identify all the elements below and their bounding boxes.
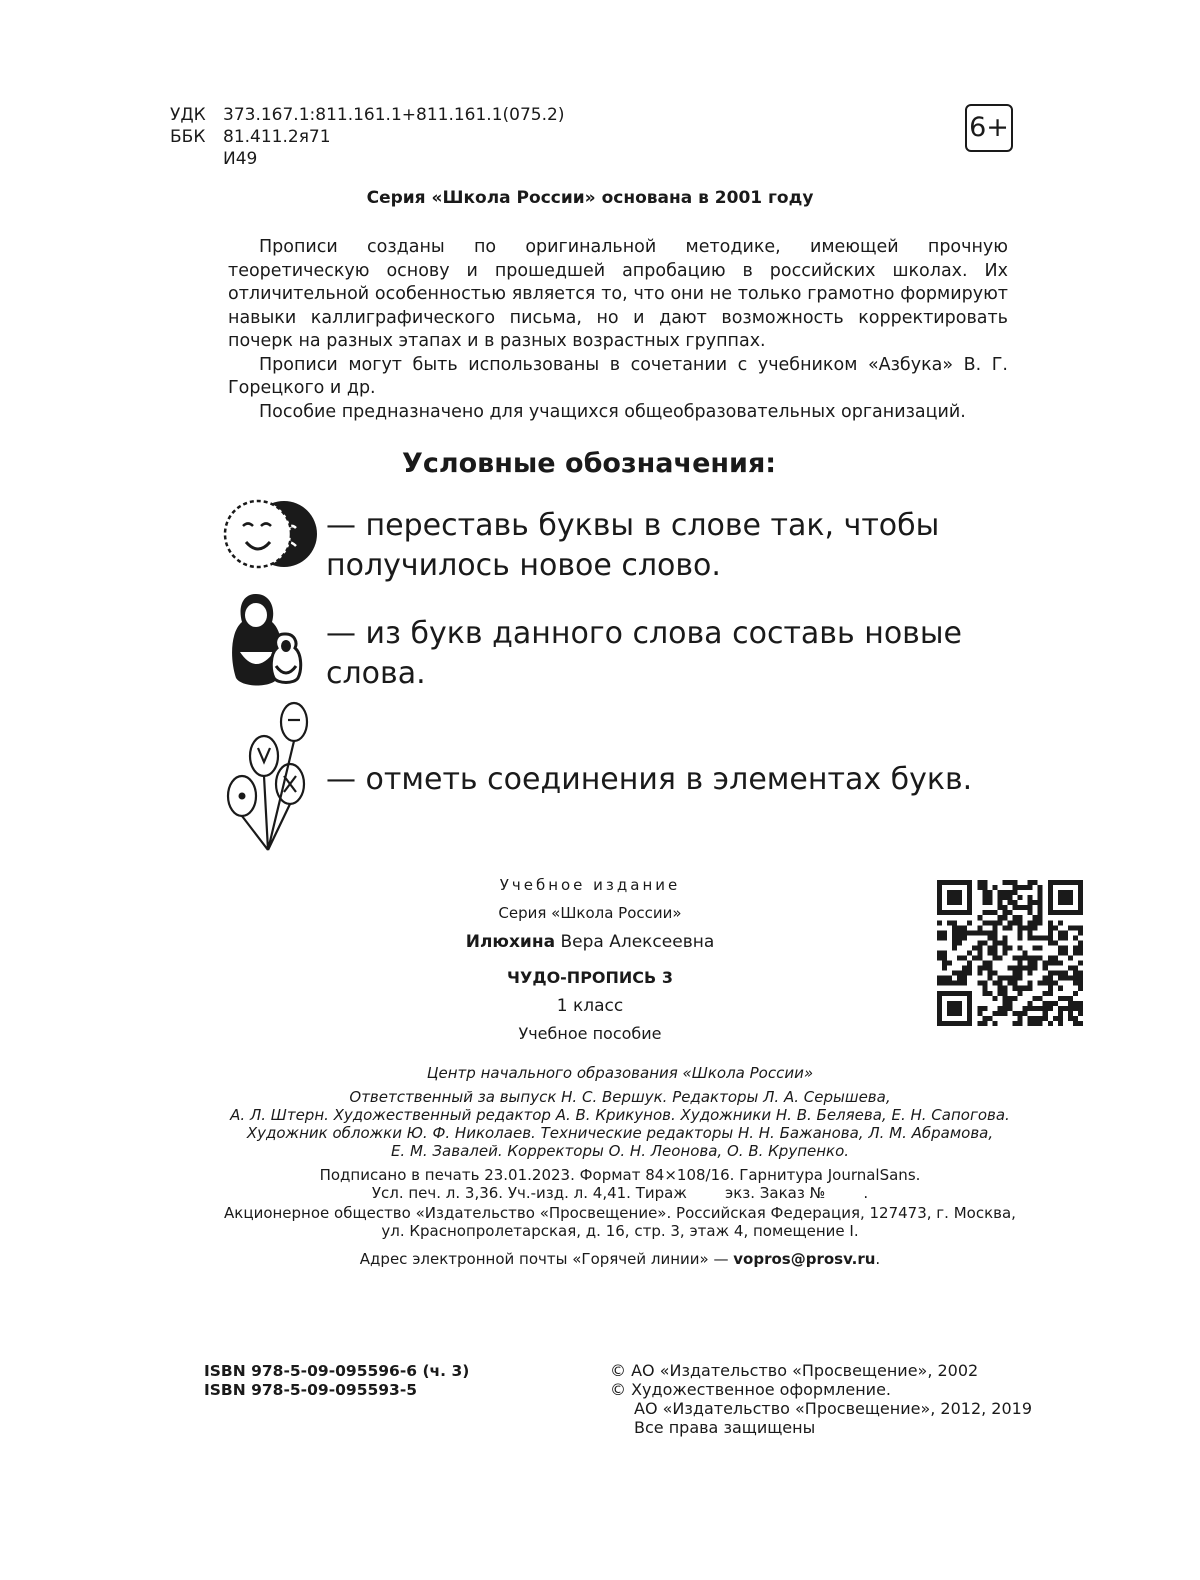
hotline-email-link[interactable]: vopros@prosv.ru bbox=[733, 1250, 876, 1268]
print-info bbox=[0, 1166, 1200, 1202]
copyright-line: Все права защищены bbox=[634, 1418, 816, 1437]
qr-code bbox=[937, 880, 1083, 1026]
legend-title: Условные обозначения: bbox=[402, 448, 777, 479]
author-surname: Илюхина bbox=[465, 932, 556, 952]
legend-item-connections bbox=[326, 760, 1016, 800]
age-rating-badge: 6+ bbox=[965, 104, 1013, 152]
credits-line: Е. М. Завалей. Корректоры О. Н. Леонова, О. В. Крупенко. bbox=[390, 1142, 850, 1160]
hotline bbox=[0, 1250, 1200, 1268]
imprint-block bbox=[300, 876, 880, 1046]
series-founded-heading: Серия «Школа России» основана в 2001 году bbox=[366, 188, 814, 208]
print-info-line: Усл. печ. л. 3,36. Уч.-изд. л. 4,41. Тираж экз. Заказ № . bbox=[371, 1184, 869, 1202]
intro-paragraph: Прописи созданы по оригинальной методике, имеющей прочную теоретическую основу и прошедшей апробацию в российских школах. Их отличительной особенностью является то, что они не только грамотно формируют навыки каллиграфического письма, но и дают возможность корректировать почерк на разных этапах и в разных возрастных группах. bbox=[228, 237, 1008, 351]
publisher-line: ул. Краснопролетарская, д. 16, стр. 3, этаж 4, помещение I. bbox=[381, 1222, 859, 1240]
hotline-text: Адрес электронной почты «Горячей линии» — bbox=[359, 1250, 734, 1268]
legend-item-line: получилось новое слово. bbox=[326, 548, 721, 583]
balloons-icon bbox=[222, 696, 314, 856]
udk-value: 373.167.1:811.161.1+811.161.1(075.2) bbox=[223, 105, 565, 125]
book-kind: Учебное пособие bbox=[518, 1024, 662, 1043]
legend-item-new-words bbox=[326, 614, 1016, 694]
book-title: ЧУДО-ПРОПИСЬ 3 bbox=[507, 968, 673, 987]
copyright-line: АО «Издательство «Просвещение», 2012, 2019 bbox=[634, 1399, 1033, 1418]
classification-codes bbox=[170, 104, 564, 170]
publisher-line: Акционерное общество «Издательство «Просвещение». Российская Федерация, 127473, г. Москва, bbox=[224, 1204, 1016, 1222]
intro-text bbox=[228, 236, 1008, 424]
copyright-block bbox=[610, 1361, 1032, 1437]
isbn-line: ISBN 978-5-09-095596-6 (ч. 3) bbox=[204, 1362, 470, 1380]
hotline-end: . bbox=[875, 1250, 881, 1268]
author-mark: И49 bbox=[223, 149, 258, 169]
credits-line: А. Л. Штерн. Художественный редактор А. В. Крикунов. Художники Н. В. Беляева, Е. Н. Сапогова. bbox=[230, 1106, 1010, 1124]
intro-paragraph: Пособие предназначено для учащихся общеобразовательных организаций. bbox=[259, 401, 966, 422]
legend-item-line: слова. bbox=[326, 656, 426, 691]
matryoshka-icon bbox=[222, 590, 312, 690]
author-given-names: Вера Алексеевна bbox=[560, 932, 715, 952]
faces-icon bbox=[222, 494, 318, 574]
book-grade: 1 класс bbox=[556, 996, 624, 1016]
credits-line: Ответственный за выпуск Н. С. Вершук. Редакторы Л. А. Серышева, bbox=[349, 1088, 891, 1106]
legend-item-line: — отметь соединения в элементах букв. bbox=[326, 762, 973, 797]
isbn-block bbox=[204, 1362, 469, 1400]
intro-paragraph: Прописи могут быть использованы в сочетании с учебником «Азбука» В. Г. Горецкого и др. bbox=[228, 354, 1008, 398]
publisher-address bbox=[0, 1204, 1200, 1240]
legend-item-line: — из букв данного слова составь новые bbox=[326, 616, 962, 651]
bbk-label: ББК bbox=[170, 127, 206, 147]
credits-line: Центр начального образования «Школа России» bbox=[426, 1064, 814, 1082]
imprint-series: Серия «Школа России» bbox=[498, 904, 682, 922]
print-info-line: Подписано в печать 23.01.2023. Формат 84×108/16. Гарнитура JournalSans. bbox=[319, 1166, 921, 1184]
bbk-value: 81.411.2я71 bbox=[223, 127, 331, 147]
edition-type: Учебное издание bbox=[499, 876, 681, 894]
udk-label: УДК bbox=[170, 105, 206, 125]
isbn-line: ISBN 978-5-09-095593-5 bbox=[204, 1381, 418, 1399]
copyright-line: © АО «Издательство «Просвещение», 2002 bbox=[610, 1361, 979, 1380]
legend-item-line: — переставь буквы в слове так, чтобы bbox=[326, 508, 940, 543]
credits-line: Художник обложки Ю. Ф. Николаев. Технические редакторы Н. Н. Бажанова, Л. М. Абрамова, bbox=[246, 1124, 994, 1142]
credits-block bbox=[0, 1064, 1200, 1160]
legend-item-anagram bbox=[326, 506, 1016, 586]
copyright-line: © Художественное оформление. bbox=[610, 1380, 891, 1399]
author-name bbox=[300, 932, 880, 952]
